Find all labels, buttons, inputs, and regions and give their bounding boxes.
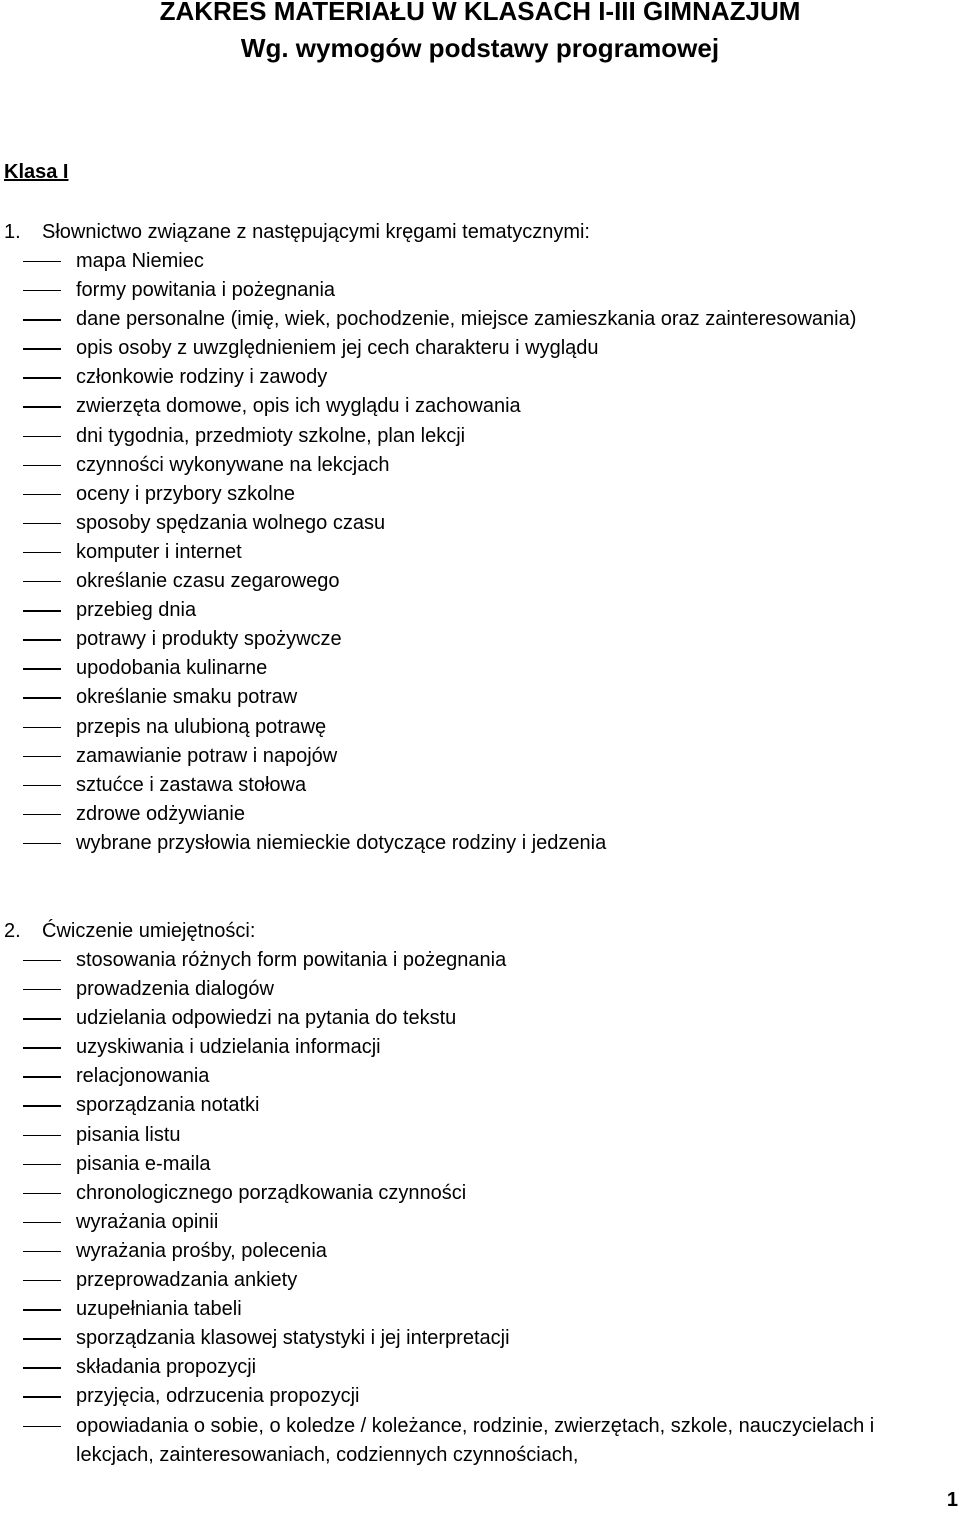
dash-bullet-icon — [23, 1076, 61, 1077]
list-item-text: przepis na ulubioną potrawę — [76, 715, 327, 738]
section-skills — [0, 917, 960, 1470]
dash-bullet-icon — [23, 1338, 61, 1339]
list-item-text: członkowie rodziny i zawody — [76, 366, 328, 389]
list-item-text: pisania e-maila — [76, 1152, 211, 1175]
dash-bullet-icon — [23, 989, 61, 990]
dash-bullet-icon — [23, 406, 61, 407]
class-heading: Klasa I — [4, 161, 69, 183]
dash-bullet-icon — [23, 1280, 61, 1281]
list-item-text: uzyskiwania i udzielania informacji — [76, 1036, 381, 1059]
list-item-text: sposoby spędzania wolnego czasu — [76, 511, 386, 534]
list-item-text: wyrażania prośby, polecenia — [76, 1239, 327, 1262]
list-item — [0, 1033, 960, 1062]
dash-bullet-icon — [23, 1251, 61, 1252]
list-item — [0, 567, 960, 596]
list-item — [0, 480, 960, 509]
dash-bullet-icon — [23, 290, 61, 291]
list-item — [0, 1237, 960, 1266]
list-item — [0, 1150, 960, 1179]
list-item — [0, 625, 960, 654]
list-item — [0, 1295, 960, 1324]
skills-list — [0, 946, 960, 1470]
list-item — [0, 509, 960, 538]
dash-bullet-icon — [23, 756, 61, 757]
dash-bullet-icon — [23, 436, 61, 437]
dash-bullet-icon — [23, 785, 61, 786]
dash-bullet-icon — [23, 348, 61, 349]
list-item-text: opis osoby z uwzględnieniem jej cech charakteru i wyglądu — [76, 337, 599, 360]
dash-bullet-icon — [23, 581, 61, 582]
list-item — [0, 742, 960, 771]
dash-bullet-icon — [23, 1222, 61, 1223]
dash-bullet-icon — [23, 1018, 61, 1019]
list-item — [0, 451, 960, 480]
dash-bullet-icon — [23, 494, 61, 495]
list-item — [0, 1004, 960, 1033]
list-item — [0, 1353, 960, 1382]
list-item-text: stosowania różnych form powitania i pożegnania — [76, 949, 507, 971]
list-item-text: wyrażania opinii — [76, 1210, 219, 1233]
list-item-text: określanie czasu zegarowego — [76, 570, 340, 593]
list-item-text: upodobania kulinarne — [76, 657, 268, 680]
list-item-text: udzielania odpowiedzi na pytania do tekstu — [76, 1007, 457, 1030]
list-item — [0, 946, 960, 975]
dash-bullet-icon — [23, 1047, 61, 1048]
list-item — [0, 1208, 960, 1237]
document-title: ZAKRES MATERIAŁU W KLASACH I-III GIMNAZJUM — [159, 0, 801, 26]
list-item-text: uzupełniania tabeli — [76, 1298, 242, 1321]
list-item — [0, 305, 960, 334]
dash-bullet-icon — [23, 727, 61, 728]
dash-bullet-icon — [23, 960, 61, 961]
dash-bullet-icon — [23, 814, 61, 815]
list-item-text: wybrane przysłowia niemieckie dotyczące rodziny i jedzenia — [76, 831, 607, 854]
dash-bullet-icon — [23, 377, 61, 378]
list-item-text: pisania listu — [76, 1123, 181, 1146]
list-item — [0, 1062, 960, 1091]
list-item-text: zdrowe odżywianie — [76, 802, 245, 825]
list-item-text: chronologicznego porządkowania czynności — [76, 1181, 467, 1204]
page-number: 1 — [946, 1489, 958, 1511]
list-item — [0, 1324, 960, 1353]
dash-bullet-icon — [23, 1367, 61, 1368]
list-item — [0, 596, 960, 625]
list-item-text: dane personalne (imię, wiek, pochodzenie, miejsce zamieszkania oraz zainteresowania) — [76, 308, 857, 331]
list-item — [0, 800, 960, 829]
dash-bullet-icon — [23, 639, 61, 640]
list-item — [0, 683, 960, 712]
list-item — [0, 654, 960, 683]
list-item-text: sporządzania klasowej statystyki i jej interpretacji — [76, 1327, 510, 1350]
list-item — [0, 334, 960, 363]
list-item — [0, 276, 960, 305]
list-item-text: dni tygodnia, przedmioty szkolne, plan lekcji — [76, 424, 466, 447]
list-item-text: relacjonowania — [76, 1065, 210, 1088]
dash-bullet-icon — [23, 552, 61, 553]
vocabulary-list — [0, 247, 960, 858]
list-item — [0, 975, 960, 1004]
dash-bullet-icon — [23, 1193, 61, 1194]
list-item-text: oceny i przybory szkolne — [76, 482, 295, 505]
dash-bullet-icon — [23, 1135, 61, 1136]
dash-bullet-icon — [23, 319, 61, 320]
list-item-text: potrawy i produkty spożywcze — [76, 628, 342, 651]
list-item-text: przebieg dnia — [76, 599, 197, 622]
list-item — [0, 1091, 960, 1120]
list-item-text: opowiadania o sobie, o koledze / koleżance, rodzinie, zwierzętach, szkole, nauczycielach i lekcjach, zainteresowaniach, codziennych czynnościach, — [76, 1414, 875, 1466]
list-item — [0, 1382, 960, 1411]
list-item-text: zwierzęta domowe, opis ich wyglądu i zachowania — [76, 395, 521, 418]
list-item — [0, 1121, 960, 1150]
list-item — [0, 1179, 960, 1208]
section-title — [0, 218, 960, 247]
dash-bullet-icon — [23, 668, 61, 669]
dash-bullet-icon — [23, 697, 61, 698]
dash-bullet-icon — [23, 1105, 61, 1106]
list-item-text: sztućce i zastawa stołowa — [76, 773, 307, 796]
list-item-text: formy powitania i pożegnania — [76, 279, 336, 302]
list-item-text: przeprowadzania ankiety — [76, 1269, 298, 1292]
list-item-text: zamawianie potraw i napojów — [76, 744, 338, 767]
list-item — [0, 538, 960, 567]
list-item — [0, 363, 960, 392]
list-item — [0, 392, 960, 421]
dash-bullet-icon — [23, 1164, 61, 1165]
section-heading: Słownictwo związane z następującymi kręgami tematycznymi: — [42, 221, 590, 243]
list-item-text: określanie smaku potraw — [76, 686, 298, 709]
dash-bullet-icon — [23, 261, 61, 262]
dash-bullet-icon — [23, 1309, 61, 1310]
dash-bullet-icon — [23, 523, 61, 524]
list-item — [0, 1266, 960, 1295]
list-item-text: składania propozycji — [76, 1356, 257, 1379]
dash-bullet-icon — [23, 1396, 61, 1397]
list-item-text: sporządzania notatki — [76, 1094, 260, 1117]
section-number: 1. — [4, 221, 21, 243]
list-item-text: komputer i internet — [76, 540, 242, 563]
list-item — [0, 1412, 960, 1470]
dash-bullet-icon — [23, 843, 61, 844]
section-vocabulary — [0, 218, 960, 858]
dash-bullet-icon — [23, 610, 61, 611]
list-item — [0, 771, 960, 800]
section-number: 2. — [4, 920, 21, 942]
section-title — [0, 917, 960, 946]
section-heading: Ćwiczenie umiejętności: — [42, 920, 256, 942]
list-item — [0, 247, 960, 276]
dash-bullet-icon — [23, 465, 61, 466]
document-subtitle: Wg. wymogów podstawy programowej — [240, 33, 720, 63]
list-item-text: przyjęcia, odrzucenia propozycji — [76, 1385, 360, 1408]
list-item-text: prowadzenia dialogów — [76, 978, 274, 1001]
list-item-text: czynności wykonywane na lekcjach — [76, 453, 390, 476]
dash-bullet-icon — [23, 1426, 61, 1427]
list-item-text: mapa Niemiec — [76, 250, 204, 272]
list-item — [0, 829, 960, 858]
list-item — [0, 422, 960, 451]
list-item — [0, 713, 960, 742]
